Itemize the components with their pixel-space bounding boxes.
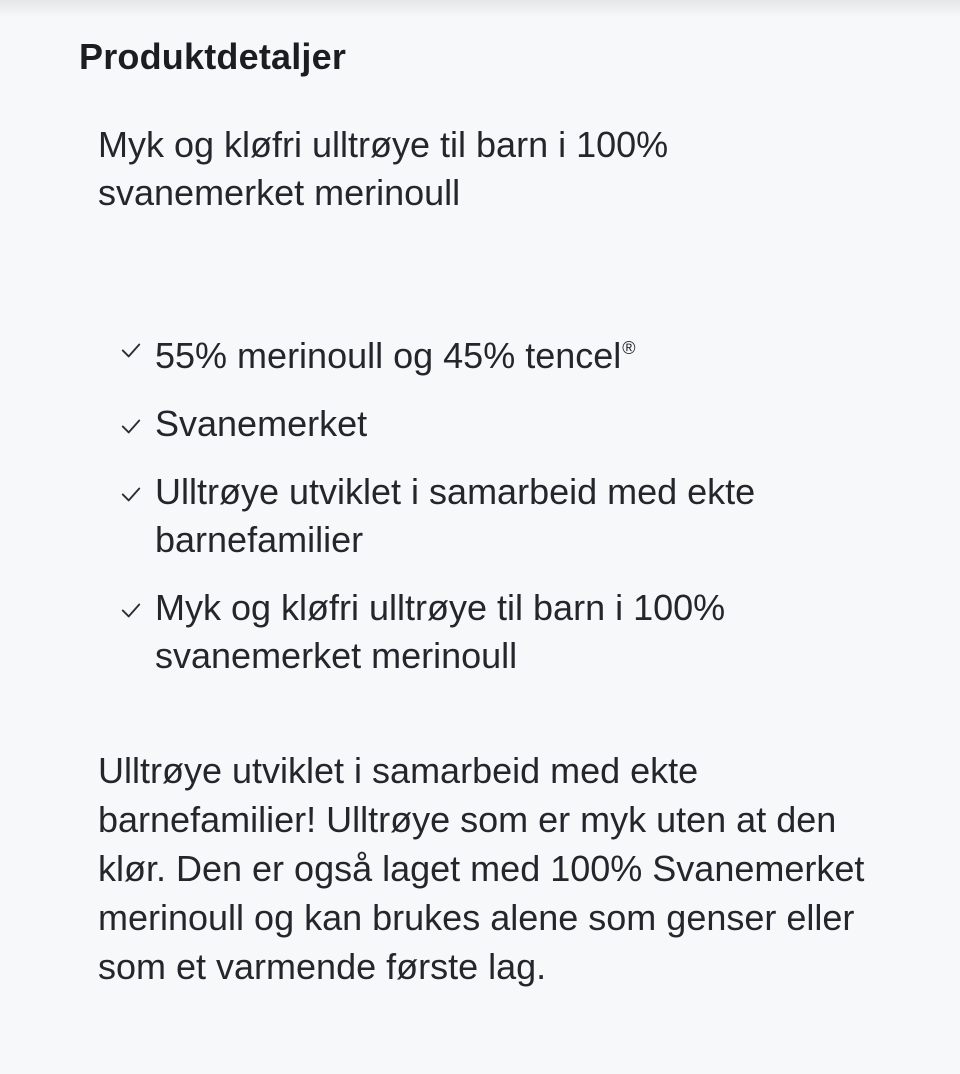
check-icon — [118, 468, 144, 516]
check-icon — [118, 324, 144, 372]
feature-item — [118, 468, 878, 564]
header-shadow — [0, 0, 960, 18]
feature-list — [118, 324, 878, 700]
feature-item — [118, 584, 878, 680]
feature-item — [118, 400, 878, 448]
check-icon — [118, 584, 144, 632]
product-description: Ulltrøye utviklet i samarbeid med ekte barnefamilier! Ulltrøye som er myk uten at den klør. Den er også laget med 100% Svanemerket merinoull og kan brukes alene som genser eller som et varmende første lag. — [98, 750, 865, 987]
feature-text: 55% merinoull og 45% tencel® — [155, 335, 636, 376]
section-title: Produktdetaljer — [79, 36, 347, 77]
feature-text: Svanemerket — [155, 403, 368, 444]
product-intro: Myk og kløfri ulltrøye til barn i 100% svanemerket merinoull — [98, 124, 669, 213]
feature-text: Myk og kløfri ulltrøye til barn i 100% svanemerket merinoull — [155, 587, 726, 676]
check-icon — [118, 400, 144, 448]
feature-text: Ulltrøye utviklet i samarbeid med ekte barnefamilier — [155, 471, 756, 560]
feature-item — [118, 324, 878, 380]
registered-mark: ® — [622, 338, 636, 358]
